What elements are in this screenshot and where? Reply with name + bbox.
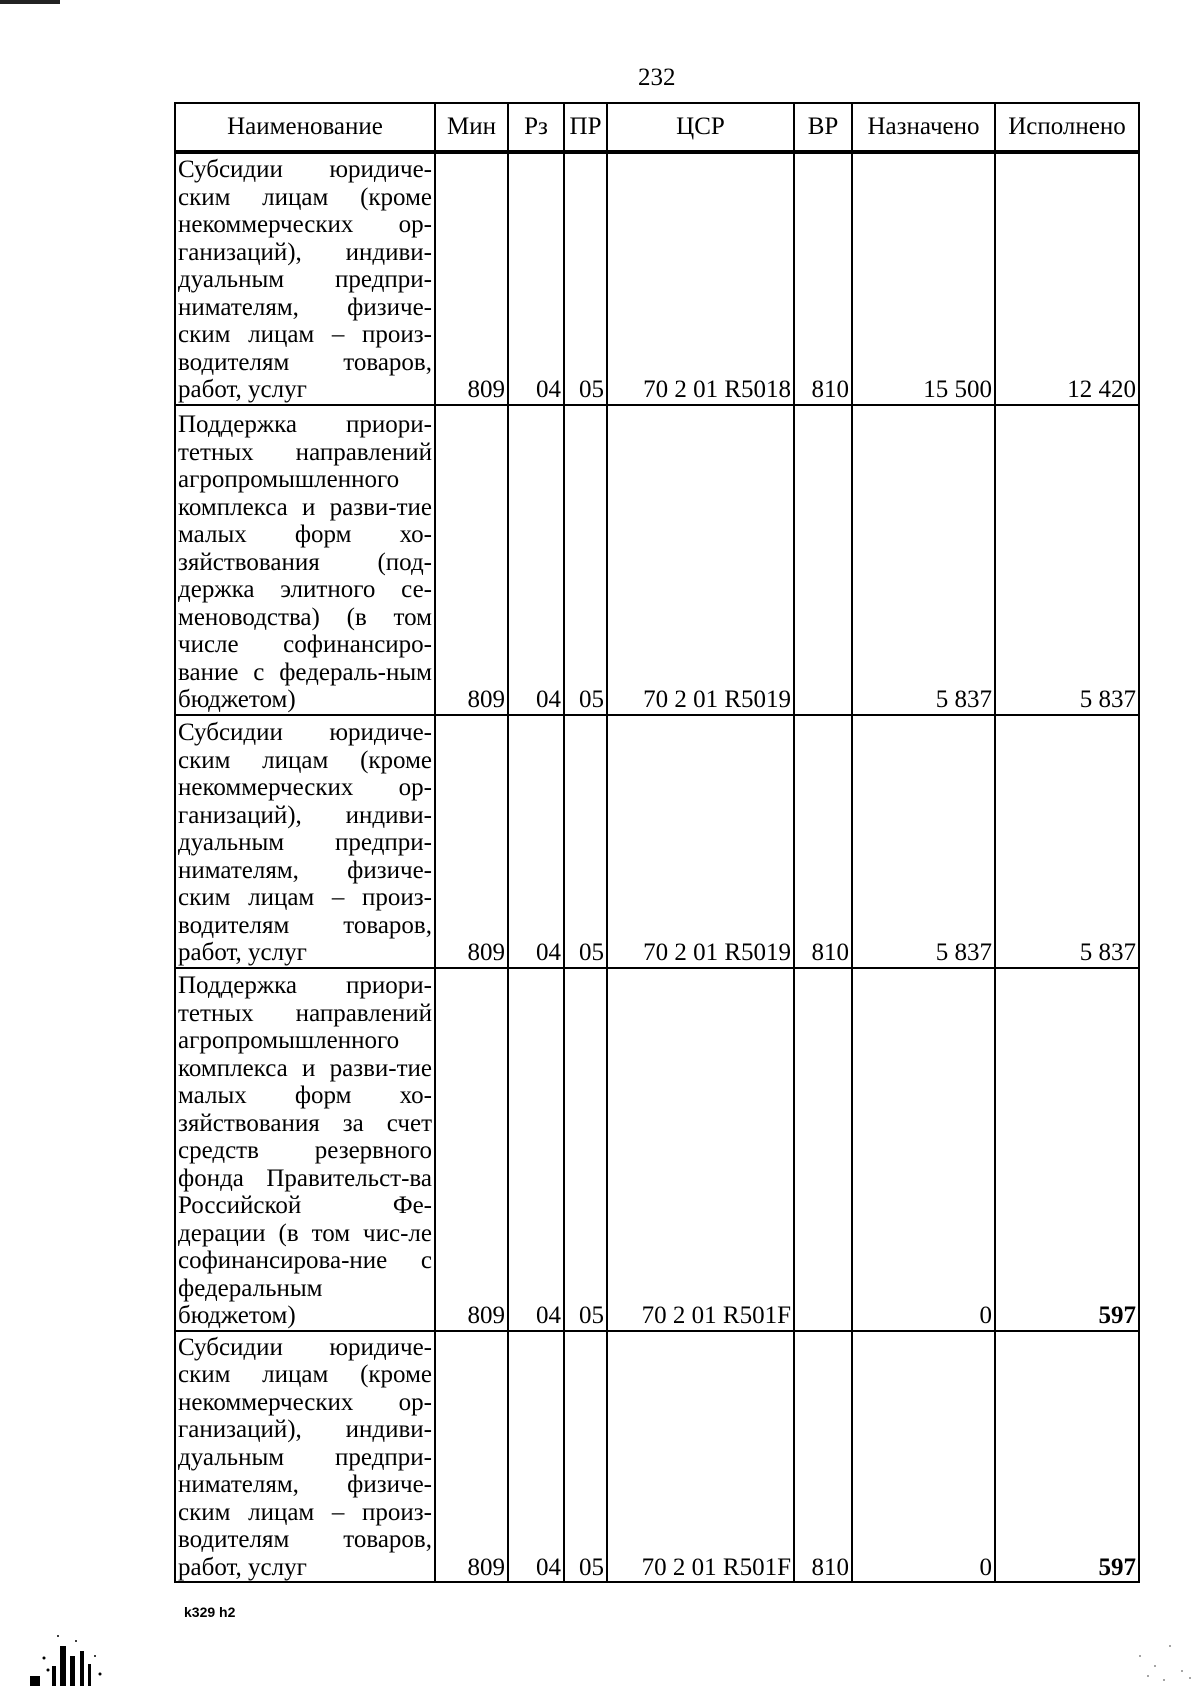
cell-assigned: 5 837: [852, 715, 995, 968]
cell-vr: 810: [794, 1331, 852, 1583]
cell-executed: 12 420: [995, 152, 1139, 405]
table-row: [175, 405, 1139, 715]
cell-vr: [794, 968, 852, 1331]
cell-csr: 70 2 01 R5019: [607, 715, 794, 968]
cell-min: 809: [435, 1331, 508, 1583]
cell-pr: 05: [564, 152, 607, 405]
cell-name: Поддержка приори-тетных направлений агропромышленного комплекса и разви-тие малых форм хо-зяйствования за счет средств резервного фонда Правительст-ва Российской Фе-дерации (в том чис-ле софинансирова-ние с федеральным бюджетом): [175, 968, 435, 1331]
cell-csr: 70 2 01 R5019: [607, 405, 794, 715]
cell-name: Субсидии юридиче-ским лицам (кроме некоммерческих ор-ганизаций), индиви-дуальным предпри-нимателям, физиче-ским лицам – произ-водителям товаров, работ, услуг: [175, 152, 435, 405]
cell-pr: 05: [564, 968, 607, 1331]
cell-rz: 04: [508, 715, 564, 968]
cell-executed: 5 837: [995, 405, 1139, 715]
scan-edge-mark: [0, 0, 60, 4]
cell-rz: 04: [508, 405, 564, 715]
header-pr: ПР: [564, 103, 607, 152]
table-row: [175, 152, 1139, 405]
cell-csr: 70 2 01 R5018: [607, 152, 794, 405]
header-vr: ВР: [794, 103, 852, 152]
cell-executed: 597: [995, 1331, 1139, 1583]
table-row: [175, 1331, 1139, 1583]
header-executed: Исполнено: [995, 103, 1139, 152]
cell-pr: 05: [564, 1331, 607, 1583]
cell-name: Субсидии юридиче-ским лицам (кроме некоммерческих ор-ганизаций), индиви-дуальным предпри-нимателям, физиче-ским лицам – произ-водителям товаров, работ, услуг: [175, 1331, 435, 1583]
cell-rz: 04: [508, 1331, 564, 1583]
cell-pr: 05: [564, 405, 607, 715]
cell-assigned: 5 837: [852, 405, 995, 715]
cell-min: 809: [435, 152, 508, 405]
table-row: [175, 715, 1139, 968]
header-rz: Рз: [508, 103, 564, 152]
cell-assigned: 15 500: [852, 152, 995, 405]
header-csr: ЦСР: [607, 103, 794, 152]
cell-min: 809: [435, 715, 508, 968]
cell-vr: 810: [794, 715, 852, 968]
scan-noise-mark: [0, 1596, 120, 1686]
cell-executed: 597: [995, 968, 1139, 1331]
scan-noise-mark: [1120, 1616, 1200, 1686]
cell-csr: 70 2 01 R501F: [607, 1331, 794, 1583]
cell-assigned: 0: [852, 968, 995, 1331]
cell-rz: 04: [508, 152, 564, 405]
cell-name: Поддержка приори-тетных направлений агропромышленного комплекса и разви-тие малых форм хо-зяйствования (под-держка элитного се-меноводства) (в том числе софинансиро-вание с федераль-ным бюджетом): [175, 405, 435, 715]
footer-code: k329 h2: [184, 1604, 236, 1620]
cell-csr: 70 2 01 R501F: [607, 968, 794, 1331]
cell-rz: 04: [508, 968, 564, 1331]
cell-name: Субсидии юридиче-ским лицам (кроме некоммерческих ор-ганизаций), индиви-дуальным предпри-нимателям, физиче-ским лицам – произ-водителям товаров, работ, услуг: [175, 715, 435, 968]
cell-vr: [794, 405, 852, 715]
budget-table: [174, 102, 1140, 1583]
table-row: [175, 968, 1139, 1331]
cell-assigned: 0: [852, 1331, 995, 1583]
table-header-row: [175, 103, 1139, 152]
cell-min: 809: [435, 405, 508, 715]
cell-executed: 5 837: [995, 715, 1139, 968]
page-number: 232: [638, 64, 676, 91]
header-assigned: Назначено: [852, 103, 995, 152]
header-min: Мин: [435, 103, 508, 152]
cell-min: 809: [435, 968, 508, 1331]
cell-vr: 810: [794, 152, 852, 405]
cell-pr: 05: [564, 715, 607, 968]
header-name: Наименование: [175, 103, 435, 152]
